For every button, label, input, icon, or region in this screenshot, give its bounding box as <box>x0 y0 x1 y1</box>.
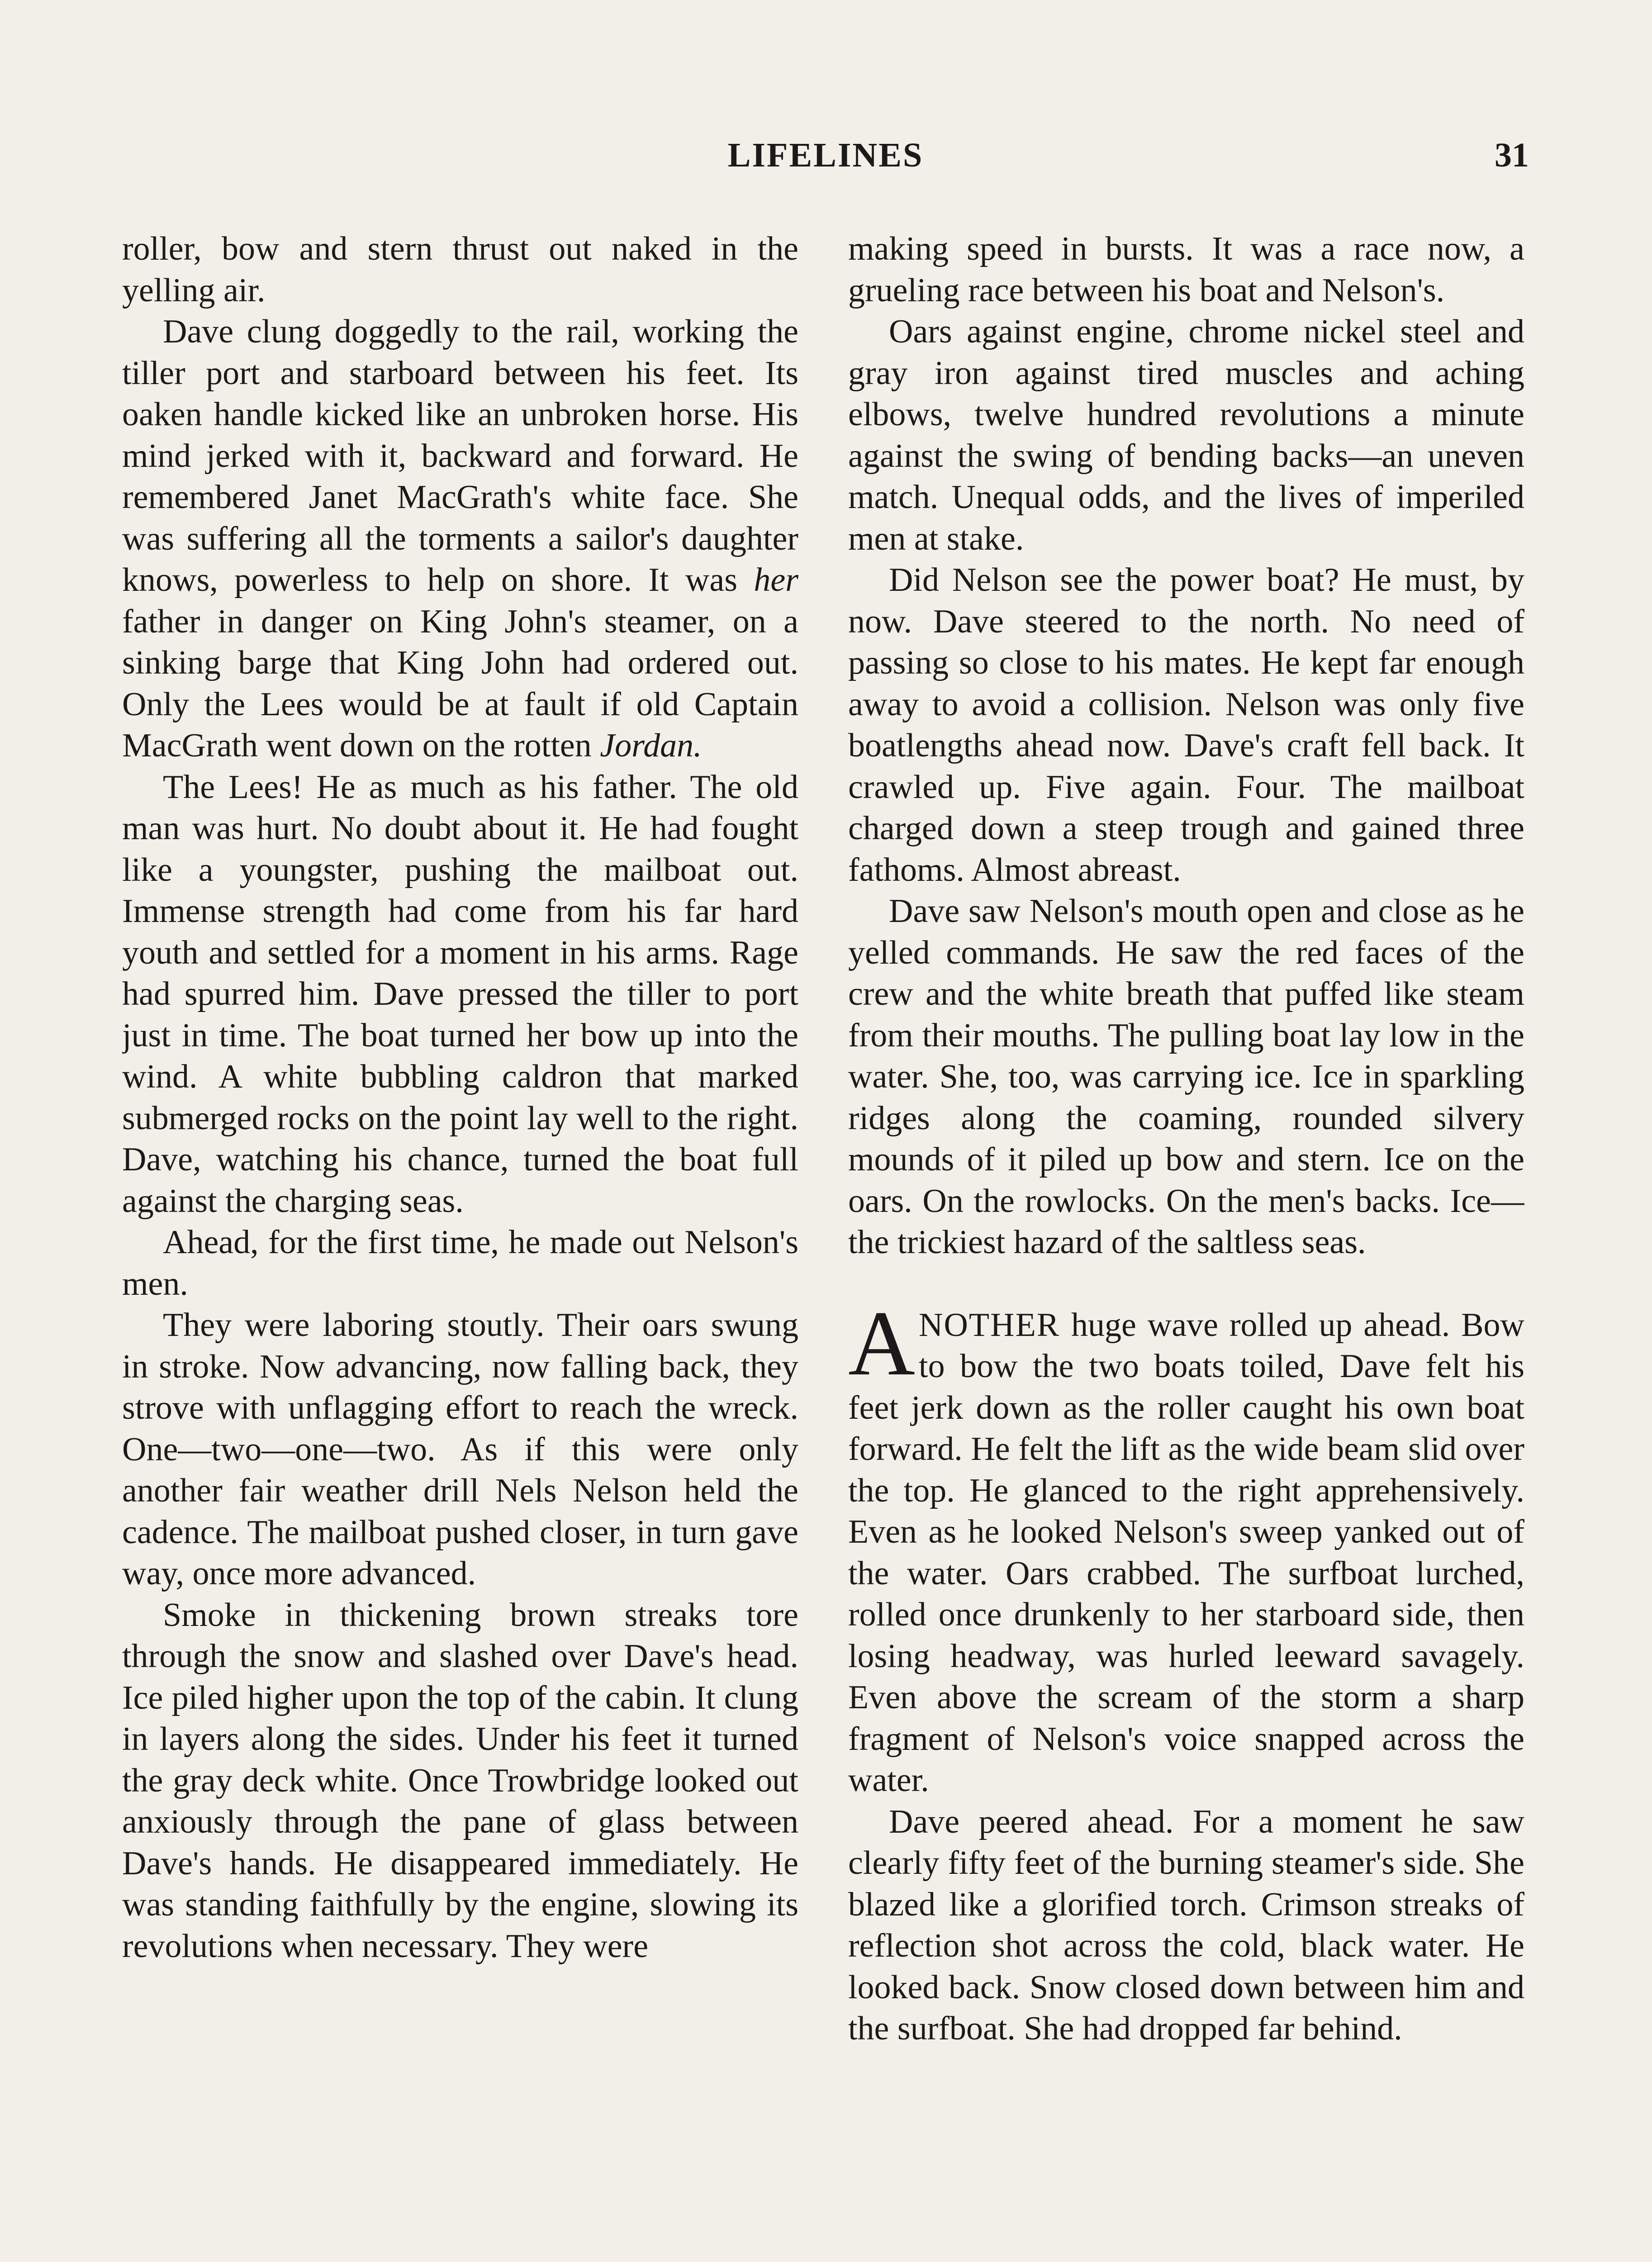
paragraph: Did Nelson see the power boat? He must, by now. Dave steered to the north. No need of passing so close to his mates. He kept far enough away to avoid a collision. Nelson was only five boatlengths ahead now. Dave's craft fell back. It crawled up. Five again. Four. The mailboat charged down a steep trough and gained three fathoms. Almost abreast. <box>848 561 1524 889</box>
paragraph: making speed in bursts. It was a race now, a grueling race between his boat and Nelson's. <box>848 230 1524 309</box>
paragraph-text: father in danger on King John's steamer, on a sinking barge that King John had ordered out. Only the Lees would be at fault if old Captain MacGrath went down on the rotten <box>122 603 798 764</box>
paragraph: The Lees! He as much as his father. The old man was hurt. No doubt about it. He had fought like a youngster, pushing the mailboat out. Immense strength had come from his far hard youth and settled for a moment in his arms. Rage had spurred him. Dave pressed the tiller to port just in time. The boat turned her bow up into the wind. A white bubbling caldron that marked submerged rocks on the point lay well to the right. Dave, watching his chance, turned the boat full against the charging seas. <box>122 768 798 1220</box>
left-column <box>122 228 798 2262</box>
emphasis-text: her <box>754 561 798 599</box>
paragraph-text: Dave clung doggedly to the rail, working the tiller port and starboard between his feet. Its oaken handle kicked like an unbroken horse. His mind jerked with it, backward and forward. He remembered Janet MacGrath's white face. She was suffering all the torments a sailor's daughter knows, powerless to help on shore. It was <box>122 313 798 599</box>
paragraph-text: huge wave rolled up ahead. Bow to bow the two boats toiled, Dave felt his feet jerk down as the roller caught his own boat forward. He felt the lift as the wide beam slid over the top. He glanced to the right apprehensively. Even as he looked Nelson's sweep yanked out of the water. Oars crabbed. The surfboat lurched, rolled once drunkenly to her starboard side, then losing headway, was hurled leeward savagely. Even above the scream of the storm a sharp fragment of Nelson's voice snapped across the water. <box>848 1306 1524 1799</box>
section-start-paragraph <box>848 1292 1524 1801</box>
right-column <box>848 228 1524 2262</box>
paragraph: Oars against engine, chrome nickel steel and gray iron against tired muscles and aching elbows, twelve hundred revolutions a minute against the swing of bending backs—an uneven match. Unequal odds, and the lives of imperiled men at stake. <box>848 313 1524 557</box>
paragraph: They were laboring stoutly. Their oars swung in stroke. Now advancing, now falling back, they strove with unflagging effort to reach the wreck. One—two—one—two. As if this were only another fair weather drill Nels Nelson held the cadence. The mailboat pushed closer, in turn gave way, once more advanced. <box>122 1307 798 1592</box>
running-head <box>122 136 1529 185</box>
paragraph: roller, bow and stern thrust out naked in the yelling air. <box>122 230 798 309</box>
emphasis-text: Jordan. <box>600 727 702 764</box>
paragraph: Smoke in thickening brown streaks tore through the snow and slashed over Dave's head. Ice piled higher upon the top of the cabin. It clung in layers along the sides. Under his feet it turned the gray deck white. Once Trowbridge looked out anxiously through the pane of glass between Dave's hands. He disappeared immediately. He was standing faithfully by the engine, slowing its revolutions when necessary. They were <box>122 1596 798 1965</box>
running-title: LIFELINES <box>727 136 924 174</box>
page-number: 31 <box>1495 136 1529 174</box>
drop-cap: A <box>848 1292 916 1395</box>
paragraph: Dave peered ahead. For a moment he saw clearly fifty feet of the burning steamer's side. She blazed like a glorified torch. Crimson streaks of reflection shot across the cold, black water. He looked back. Snow closed down between him and the surfboat. She had dropped far behind. <box>848 1803 1524 2047</box>
paragraph <box>122 311 798 767</box>
small-caps-lead: NOTHER <box>919 1306 1060 1344</box>
paragraph: Dave saw Nelson's mouth open and close as he yelled commands. He saw the red faces of the crew and the white breath that puffed like steam from their mouths. The pulling boat lay low in the water. She, too, was carrying ice. Ice in sparkling ridges along the coaming, rounded silvery mounds of it piled up bow and stern. Ice on the oars. On the rowlocks. On the men's backs. Ice—the trickiest hazard of the saltless seas. <box>848 893 1524 1261</box>
paragraph: Ahead, for the first time, he made out Nelson's men. <box>122 1224 798 1302</box>
